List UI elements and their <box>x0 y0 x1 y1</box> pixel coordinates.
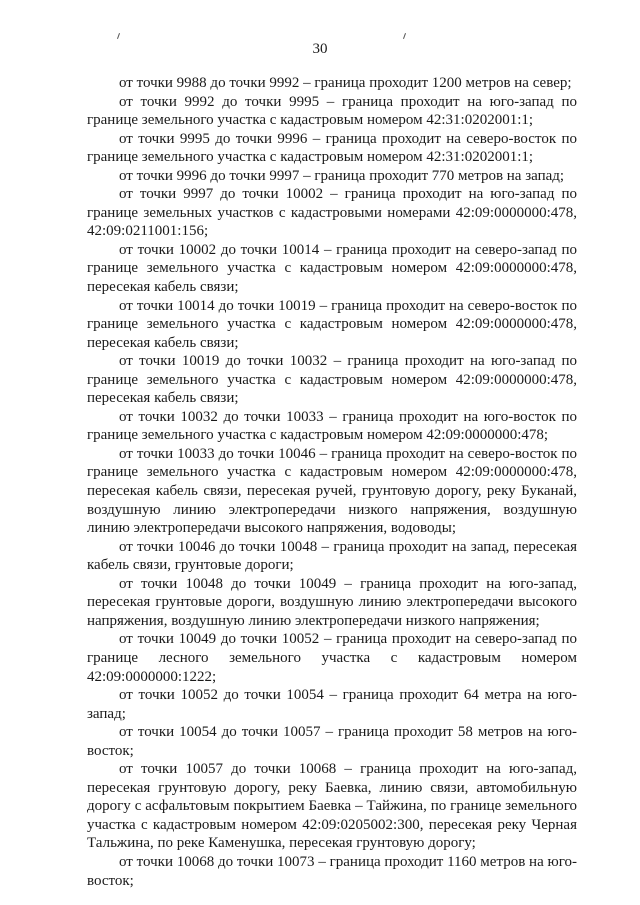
paragraph: от точки 10054 до точки 10057 – граница проходит 58 метров на юго-восток; <box>87 724 577 759</box>
paragraph: от точки 10032 до точки 10033 – граница проходит на юго-восток по границе земельного участка с кадастровым номером 42:09:0000000:478; <box>87 408 577 444</box>
scan-mark-right <box>403 33 406 39</box>
paragraph: от точки 10046 до точки 10048 – граница проходит на запад, пересекая кабель связи, грунтовые дороги; <box>87 538 577 574</box>
paragraph: от точки 10019 до точки 10032 – граница проходит на юго-запад по границе земельного участка с кадастровым номером 42:09:0000000:478, пересекая кабель связи; <box>87 353 577 407</box>
paragraph: от точки 9996 до точки 9997 – граница проходит 770 метров на запад; <box>119 167 565 184</box>
paragraph: от точки 10014 до точки 10019 – граница проходит на северо-восток по границе земельного участка с кадастровым номером 42:09:0000000:478, пересекая кабель связи; <box>87 297 577 351</box>
paragraph: от точки 10057 до точки 10068 – граница проходит на юго-запад, пересекая грунтовую дорогу, реку Баевка, линию связи, автомобильную дорогу с асфальтовым покрытием Баевка – Тайжина, по границе земельного участка с кадастровым номером 42:09:0205002:300, пересекая реку Черная Тальжина, по реке Каменушка, пересекая грунтовую дорогу; <box>87 761 577 852</box>
page-number: 30 <box>312 41 328 57</box>
paragraph: от точки 10048 до точки 10049 – граница проходит на юго-запад, пересекая грунтовые дороги, воздушную линию электропередачи высокого напряжения, воздушную линию электропередачи низкого напряжения; <box>87 575 577 629</box>
paragraph: от точки 9995 до точки 9996 – граница проходит на северо-восток по границе земельного участка с кадастровым номером 42:31:0202001:1; <box>87 130 577 166</box>
paragraph: от точки 10052 до точки 10054 – граница проходит 64 метра на юго-запад; <box>87 687 577 722</box>
scan-mark-left <box>117 33 120 39</box>
paragraph: от точки 10049 до точки 10052 – граница проходит на северо-запад по границе лесного земельного участка с кадастровым номером 42:09:0000000:1222; <box>87 631 577 685</box>
document-body <box>87 74 577 890</box>
paragraph: от точки 9997 до точки 10002 – граница проходит на юго-запад по границе земельных участков с кадастровыми номерами 42:09:0000000:478, 42:09:0211001:156; <box>87 186 577 240</box>
paragraph: от точки 10002 до точки 10014 – граница проходит на северо-запад по границе земельного участка с кадастровым номером 42:09:0000000:478, пересекая кабель связи; <box>87 241 577 296</box>
paragraph: от точки 10068 до точки 10073 – граница проходит 1160 метров на юго-восток; <box>87 853 577 889</box>
paragraph: от точки 10033 до точки 10046 – граница проходит на северо-восток по границе земельного участка с кадастровым номером 42:09:0000000:478, пересекая кабель связи, пересекая ручей, грунтовую дорогу, реку Буканай, воздушную линию электропередачи низкого напряжения, воздушную линию электропередачи высокого напряжения, водоводы; <box>87 445 577 537</box>
paragraph: от точки 9992 до точки 9995 – граница проходит на юго-запад по границе земельного участка с кадастровым номером 42:31:0202001:1; <box>87 93 577 129</box>
paragraph: от точки 9988 до точки 9992 – граница проходит 1200 метров на север; <box>119 75 572 91</box>
